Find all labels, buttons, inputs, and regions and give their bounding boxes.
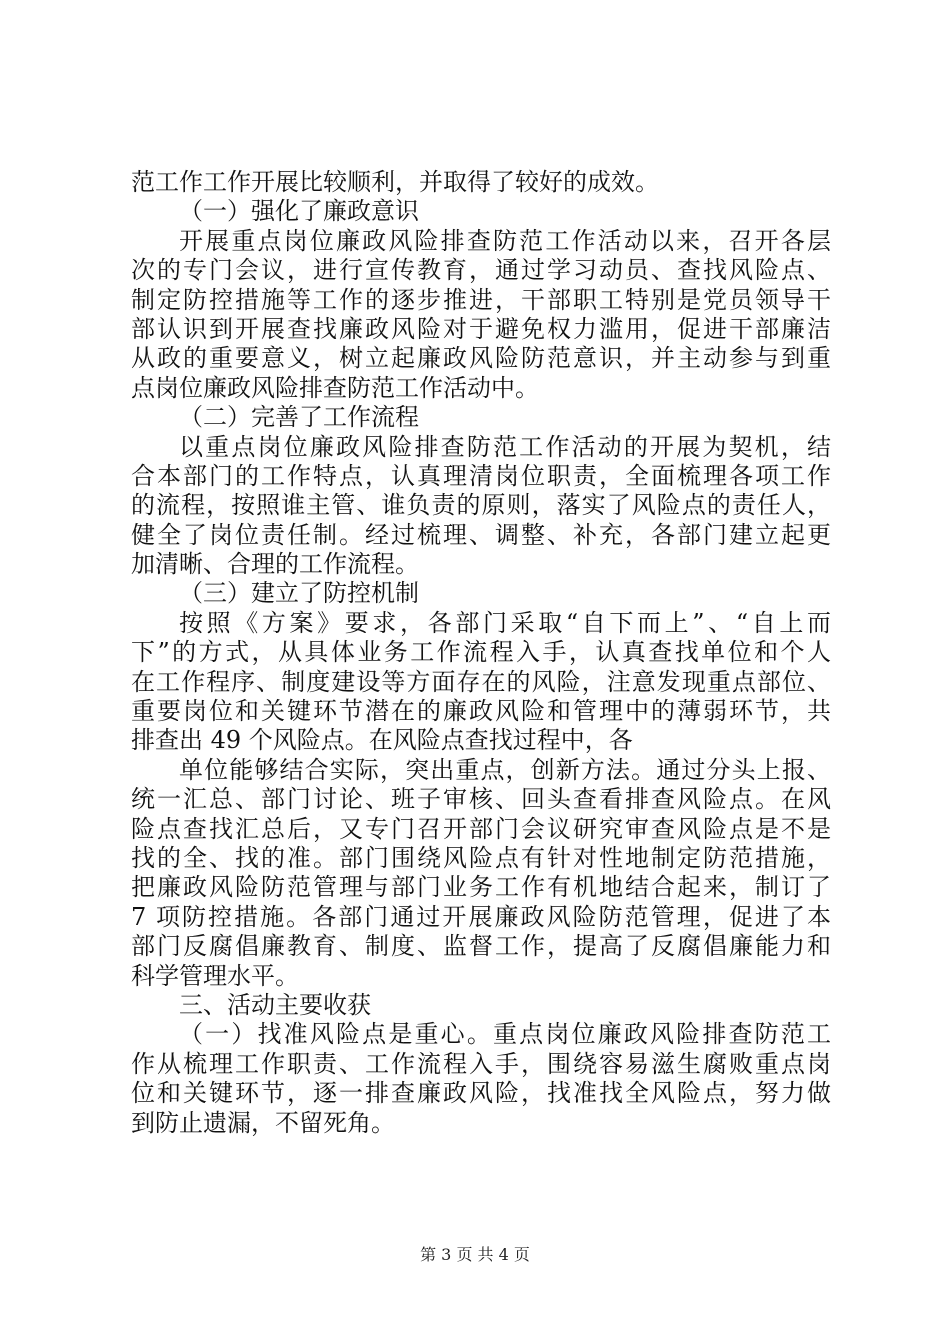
text-line: 重要岗位和关键环节潜在的廉政风险和管理中的薄弱环节，共: [131, 697, 831, 726]
page-footer: 第 3 页 共 4 页: [420, 1245, 530, 1264]
text-line: 的流程，按照谁主管、谁负责的原则，落实了风险点的责任人，: [131, 491, 831, 520]
text-line: 把廉政风险防范管理与部门业务工作有机地结合起来，制订了: [131, 873, 831, 902]
text-line: 下”的方式，从具体业务工作流程入手，认真查找单位和个人: [131, 638, 831, 667]
text-line: 到防止遗漏，不留死角。: [131, 1108, 395, 1137]
text-line: 点岗位廉政风险排查防范工作活动中。: [131, 373, 539, 402]
text-line: （一）强化了廉政意识: [179, 197, 419, 226]
text-line: 健全了岗位责任制。经过梳理、调整、补充，各部门建立起更: [131, 520, 831, 549]
text-line: 7 项防控措施。各部门通过开展廉政风险防范管理，促进了本: [131, 902, 831, 931]
text-line: （一）找准风险点是重心。重点岗位廉政风险排查防范工: [179, 1020, 831, 1049]
text-line: 作从梳理工作职责、工作流程入手，围绕容易滋生腐败重点岗: [131, 1049, 831, 1078]
text-line: 排查出 49 个风险点。在风险点查找过程中，各: [131, 726, 633, 755]
text-line: 部认识到开展查找廉政风险对于避免权力滥用，促进干部廉洁: [131, 314, 831, 343]
text-line: 三、活动主要收获: [179, 990, 371, 1019]
text-line: （三）建立了防控机制: [179, 579, 419, 608]
document-body: [131, 168, 831, 1138]
text-line: 位和关键环节，逐一排查廉政风险，找准找全风险点，努力做: [131, 1079, 831, 1108]
text-line: 按照《方案》要求，各部门采取“自下而上”、“自上而: [179, 608, 831, 637]
text-line: 统一汇总、部门讨论、班子审核、回头查看排查风险点。在风: [131, 785, 831, 814]
text-line: 险点查找汇总后，又专门召开部门会议研究审查风险点是不是: [131, 814, 831, 843]
text-line: 科学管理水平。: [131, 961, 299, 990]
text-line: 单位能够结合实际，突出重点，创新方法。通过分头上报、: [179, 755, 831, 784]
text-line: 部门反腐倡廉教育、制度、监督工作，提高了反腐倡廉能力和: [131, 932, 831, 961]
text-line: 加清晰、合理的工作流程。: [131, 550, 419, 579]
text-line: 开展重点岗位廉政风险排查防范工作活动以来，召开各层: [179, 226, 831, 255]
text-line: 合本部门的工作特点，认真理清岗位职责，全面梳理各项工作: [131, 461, 831, 490]
text-line: 找的全、找的准。部门围绕风险点有针对性地制定防范措施，: [131, 843, 831, 872]
text-line: 制定防控措施等工作的逐步推进，干部职工特别是党员领导干: [131, 285, 831, 314]
text-line: （二）完善了工作流程: [179, 403, 419, 432]
text-line: 次的专门会议，进行宣传教育，通过学习动员、查找风险点、: [131, 256, 831, 285]
text-line: 以重点岗位廉政风险排查防范工作活动的开展为契机，结: [179, 432, 831, 461]
text-line: 范工作工作开展比较顺利，并取得了较好的成效。: [131, 168, 659, 196]
text-line: 在工作程序、制度建设等方面存在的风险，注意发现重点部位、: [131, 667, 831, 696]
text-line: 从政的重要意义，树立起廉政风险防范意识，并主动参与到重: [131, 344, 831, 373]
